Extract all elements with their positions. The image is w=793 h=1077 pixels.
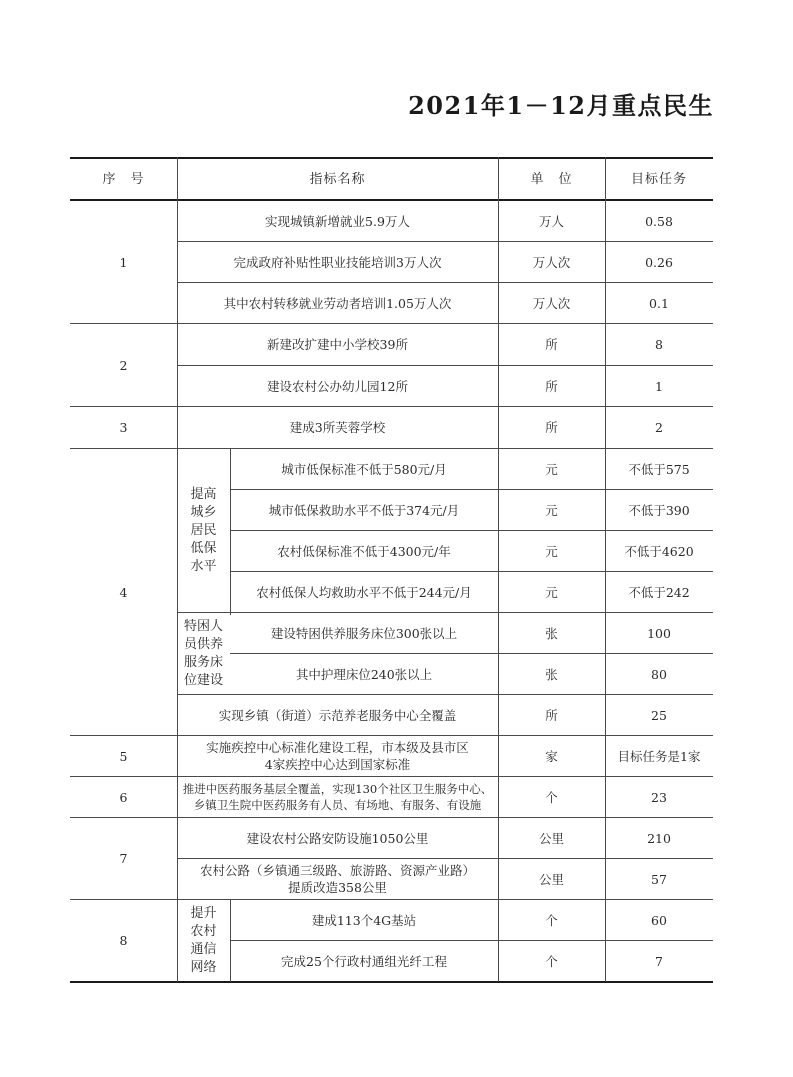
target-cell: 100	[647, 625, 671, 641]
indicator-name: 城市低保标准不低于580元/月	[281, 461, 447, 477]
indicator-name: 农村低保标准不低于4300元/年	[277, 543, 451, 559]
target-cell: 2	[655, 420, 663, 435]
target-cell: 210	[647, 830, 671, 846]
seq-cell: 2	[119, 357, 128, 373]
seq-cell: 7	[119, 851, 128, 866]
unit-cell: 元	[545, 502, 558, 518]
target-cell: 不低于4620	[624, 543, 694, 559]
indicator-name: 实施疾控中心标准化建设工程，市本级及县市区 4家疾控中心达到国家标准	[206, 740, 469, 772]
subcategory-label: 特困人 员供养 服务床 位建设	[183, 618, 223, 688]
target-cell: 8	[655, 337, 663, 352]
unit-cell: 元	[545, 543, 558, 559]
target-cell: 0.1	[649, 295, 669, 311]
unit-cell: 个	[545, 789, 558, 805]
unit-cell: 张	[545, 666, 558, 682]
header-unit: 单 位	[530, 171, 573, 187]
unit-cell: 元	[545, 584, 558, 600]
target-cell: 0.26	[645, 254, 673, 270]
target-cell: 80	[651, 666, 667, 682]
unit-cell: 个	[545, 953, 558, 969]
indicator-table	[70, 157, 713, 983]
indicator-name: 其中农村转移就业劳动者培训1.05万人次	[223, 295, 452, 311]
table-bottom-rule	[70, 981, 713, 983]
target-cell: 7	[655, 953, 663, 969]
page-title: 2021年1－12月重点民生	[408, 91, 714, 120]
seq-cell: 6	[119, 789, 128, 805]
indicator-name: 实现乡镇（街道）示范养老服务中心全覆盖	[218, 707, 457, 723]
target-cell: 60	[651, 912, 667, 928]
indicator-name: 农村公路（乡镇通三级路、旅游路、资源产业路） 提质改造358公里	[199, 863, 475, 895]
target-cell: 1	[655, 378, 663, 394]
indicator-name: 实现城镇新增就业5.9万人	[265, 213, 410, 229]
target-cell: 目标任务是1家	[617, 748, 701, 764]
target-cell: 不低于575	[628, 461, 690, 477]
unit-cell: 张	[545, 625, 558, 641]
unit-cell: 所	[545, 420, 558, 435]
seq-cell: 1	[119, 254, 128, 270]
indicator-name: 建设农村公办幼儿园12所	[267, 378, 408, 394]
target-cell: 0.58	[645, 213, 673, 229]
unit-cell: 所	[545, 707, 558, 723]
indicator-name: 农村低保人均救助水平不低于244元/月	[256, 584, 472, 600]
seq-cell: 8	[119, 933, 128, 948]
unit-cell: 所	[545, 378, 558, 394]
subcategory-label: 提高 城乡 居民 低保 水平	[190, 486, 217, 574]
indicator-name: 推进中医药服务基层全覆盖，实现130个社区卫生服务中心、 乡镇卫生院中医药服务有人员、有场地、有服务、有设施	[182, 782, 493, 812]
unit-cell: 元	[545, 461, 558, 477]
seq-cell: 4	[119, 584, 128, 600]
header-target: 目标任务	[630, 171, 687, 187]
target-cell: 57	[651, 871, 667, 887]
indicator-name: 其中护理床位240张以上	[295, 666, 433, 682]
indicator-name: 新建改扩建中小学校39所	[267, 337, 408, 352]
unit-cell: 所	[545, 337, 558, 352]
indicator-name: 完成政府补贴性职业技能培训3万人次	[233, 254, 442, 270]
header-seq: 序 号	[102, 171, 145, 187]
unit-cell: 个	[545, 912, 558, 928]
subcategory-label: 提升 农村 通信 网络	[190, 905, 217, 975]
unit-cell: 万人次	[532, 295, 571, 311]
unit-cell: 万人次	[532, 254, 571, 270]
indicator-name: 建设特困供养服务床位300张以上	[270, 625, 458, 641]
unit-cell: 万人	[538, 213, 564, 229]
indicator-name: 完成25个行政村通组光纤工程	[281, 953, 447, 969]
unit-cell: 公里	[538, 871, 564, 887]
indicator-name: 建成113个4G基站	[311, 912, 417, 928]
unit-cell: 家	[545, 748, 558, 764]
seq-cell: 5	[119, 748, 128, 764]
indicator-name: 城市低保救助水平不低于374元/月	[268, 502, 460, 518]
header-name: 指标名称	[309, 171, 366, 187]
target-cell: 不低于390	[628, 502, 690, 518]
target-cell: 23	[651, 789, 667, 805]
target-cell: 不低于242	[628, 584, 690, 600]
seq-cell: 3	[119, 420, 128, 435]
unit-cell: 公里	[538, 830, 564, 846]
target-cell: 25	[651, 707, 667, 723]
indicator-name: 建设农村公路安防设施1050公里	[246, 830, 429, 846]
indicator-name: 建成3所芙蓉学校	[289, 420, 386, 435]
